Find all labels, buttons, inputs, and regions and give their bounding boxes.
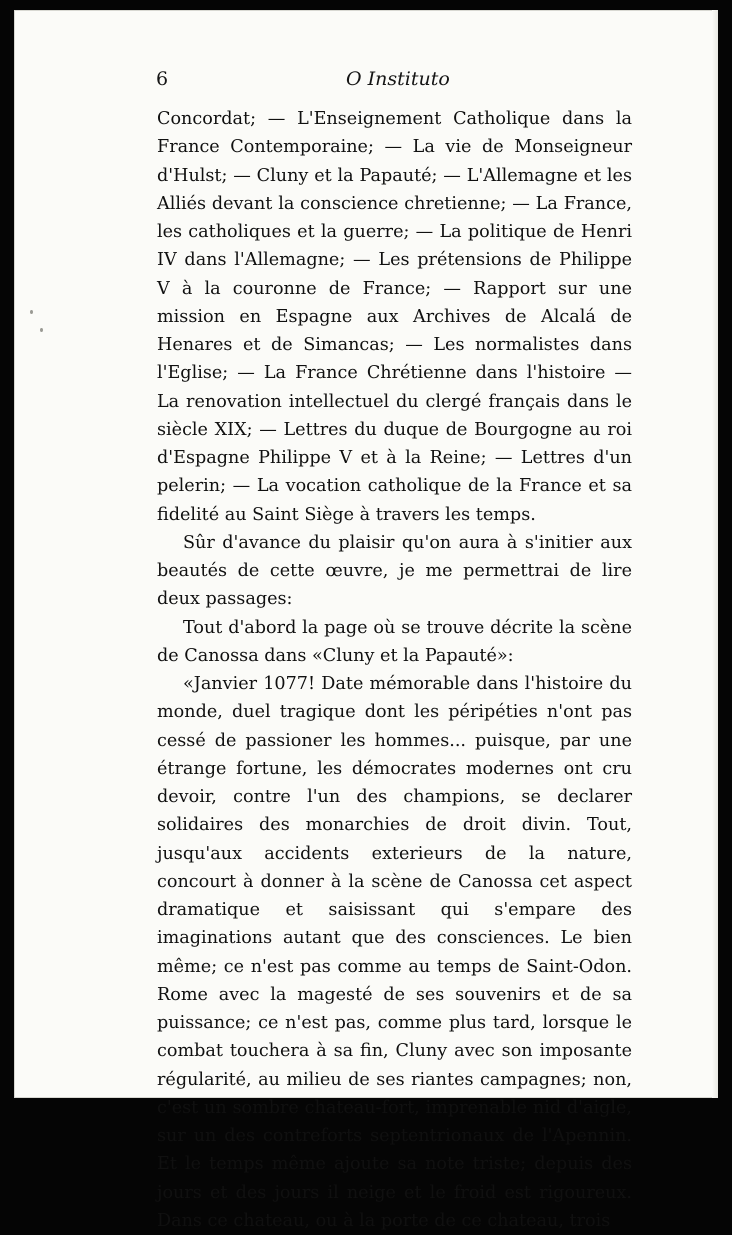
paragraph-canossa-intro: Tout d'abord la page où se trouve décrite la scène de Canossa dans «Cluny et la Papauté»:: [157, 617, 632, 666]
paper-speck: [30, 310, 33, 314]
page-edge: [712, 10, 718, 1098]
page-header: [156, 68, 642, 98]
paragraph-intro: Sûr d'avance du plaisir qu'on aura à s'initier aux beautés de cette œuvre, je me permettrai de lire deux passages:: [157, 532, 632, 610]
paper-speck: [40, 328, 43, 332]
paragraph-quotation: «Janvier 1077! Date mémorable dans l'histoire du monde, duel tragique dont les péripéties n'ont pas cessé de passioner les hommes... puisque, par une étrange fortune, les démocrates modernes ont cru devoir, contre l'un des champions, se declarer solidaires des monarchies de droit divin. Tout, jusqu'aux accidents exterieurs de la nature, concourt à donner à la scène de Canossa cet aspect dramatique et saisissant qui s'empare des imaginations autant que des consciences. Le bien même; ce n'est pas comme au temps de Saint-Odon. Rome avec la magesté de ses souvenirs et de sa puissance; ce n'est pas, comme plus tard, lorsque le combat touchera à sa fin, Cluny avec son imposante régularité, au milieu de ses riantes campagnes; non, c'est un sombre chateau-fort, imprenable nid d'aigle, sur un des contreforts septentrionaux de l'Apennin. Et le temps même ajoute sa note triste; depuis des jours et des jours il neige et le froid est rigoureux. Dans ce chateau, ou à la porte de ce chateau, trois: [157, 674, 632, 1231]
paragraph-works-list: Concordat; — L'Enseignement Catholique dans la France Contemporaine; — La vie de Monseigneur d'Hulst; — Cluny et la Papauté; — L'Allemagne et les Alliés devant la conscience chretienne; — La France, les catholiques et la guerre; — La politique de Henri IV dans l'Allemagne; — Les prétensions de Philippe V à la couronne de France; — Rapport sur une mission en Espagne aux Archives de Alcalá de Henares et de Simancas; — Les normalistes dans l'Eglise; — La France Chrétienne dans l'histoire — La renovation intellectuel du clergé français dans le siècle XIX; — Lettres du duque de Bourgogne au roi d'Espagne Philippe V et à la Reine; — Lettres d'un pelerin; — La vocation catholique de la France et sa fidelité au Saint Siège à travers les temps.: [157, 109, 632, 525]
document-page: [14, 10, 718, 1231]
page-number: 6: [156, 68, 169, 90]
running-title: O Instituto: [346, 68, 450, 90]
body-text: [157, 105, 632, 1235]
